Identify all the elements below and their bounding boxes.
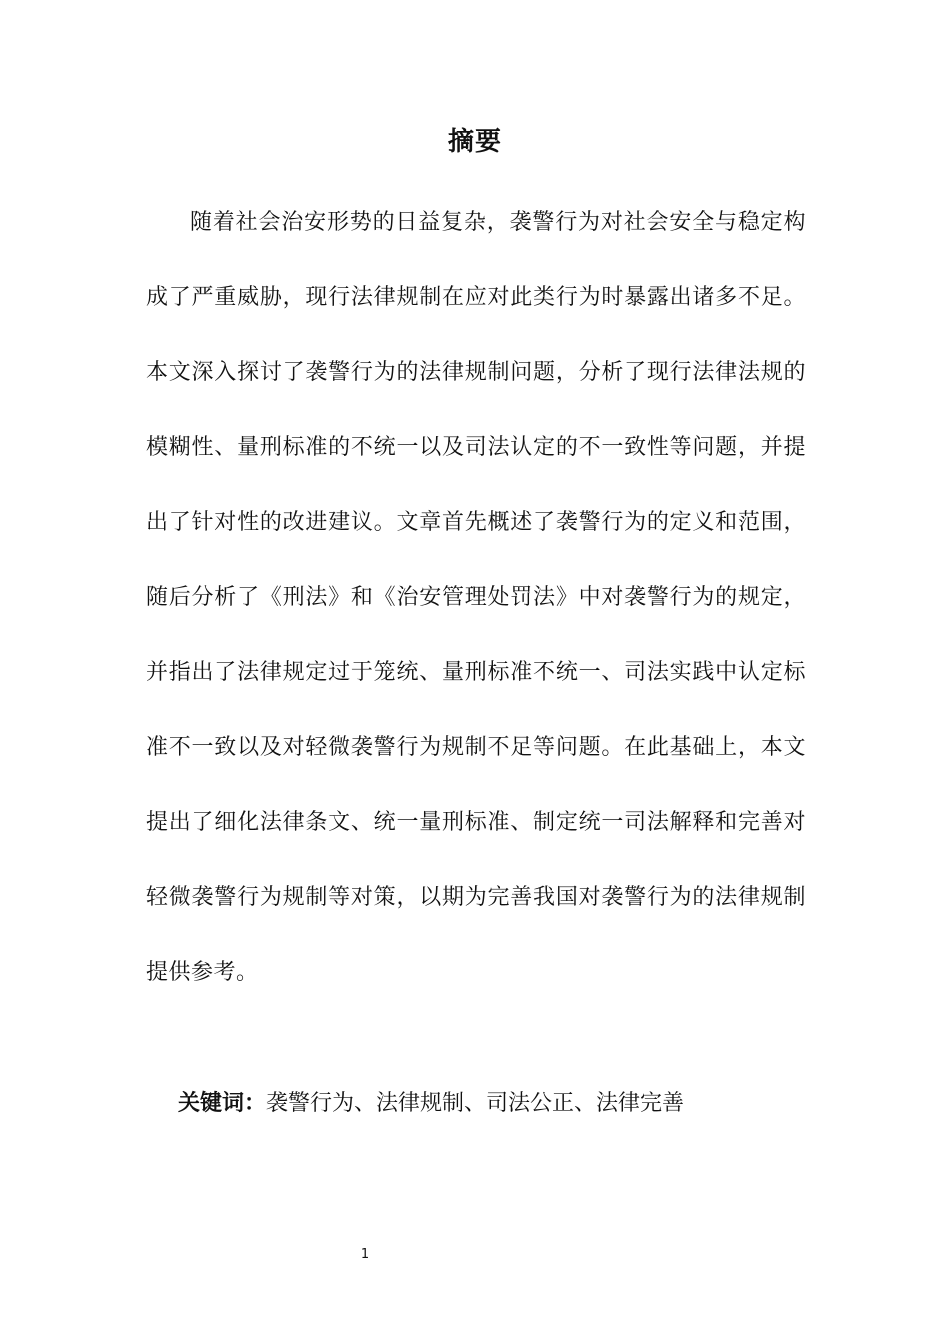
page-title: 摘要 bbox=[447, 127, 502, 157]
keywords-values: 袭警行为、法律规制、司法公正、法律完善 bbox=[266, 1091, 685, 1116]
keywords-label: 关键词： bbox=[178, 1091, 267, 1116]
page-number: 1 bbox=[360, 1247, 370, 1262]
abstract-paragraph: 随着社会治安形势的日益复杂，袭警行为对社会安全与稳定构成了严重威胁，现行法律规制在应对此类行为时暴露出诸多不足。本文深入探讨了袭警行为的法律规制问题，分析了现行法律法规的模糊性、量刑标准的不统一以及司法认定的不一致性等问题，并提出了针对性的改进建议。文章首先概述了袭警行为的定义和范围，随后分析了《刑法》和《治安管理处罚法》中对袭警行为的规定，并指出了法律规定过于笼统、量刑标准不统一、司法实践中认定标准不一致以及对轻微袭警行为规制不足等问题。在此基础上，本文提出了细化法律条文、统一量刑标准、制定统一司法解释和完善对轻微袭警行为规制等对策，以期为完善我国对袭警行为的法律规制提供参考。 bbox=[146, 210, 806, 985]
keywords-line bbox=[178, 1086, 818, 1122]
